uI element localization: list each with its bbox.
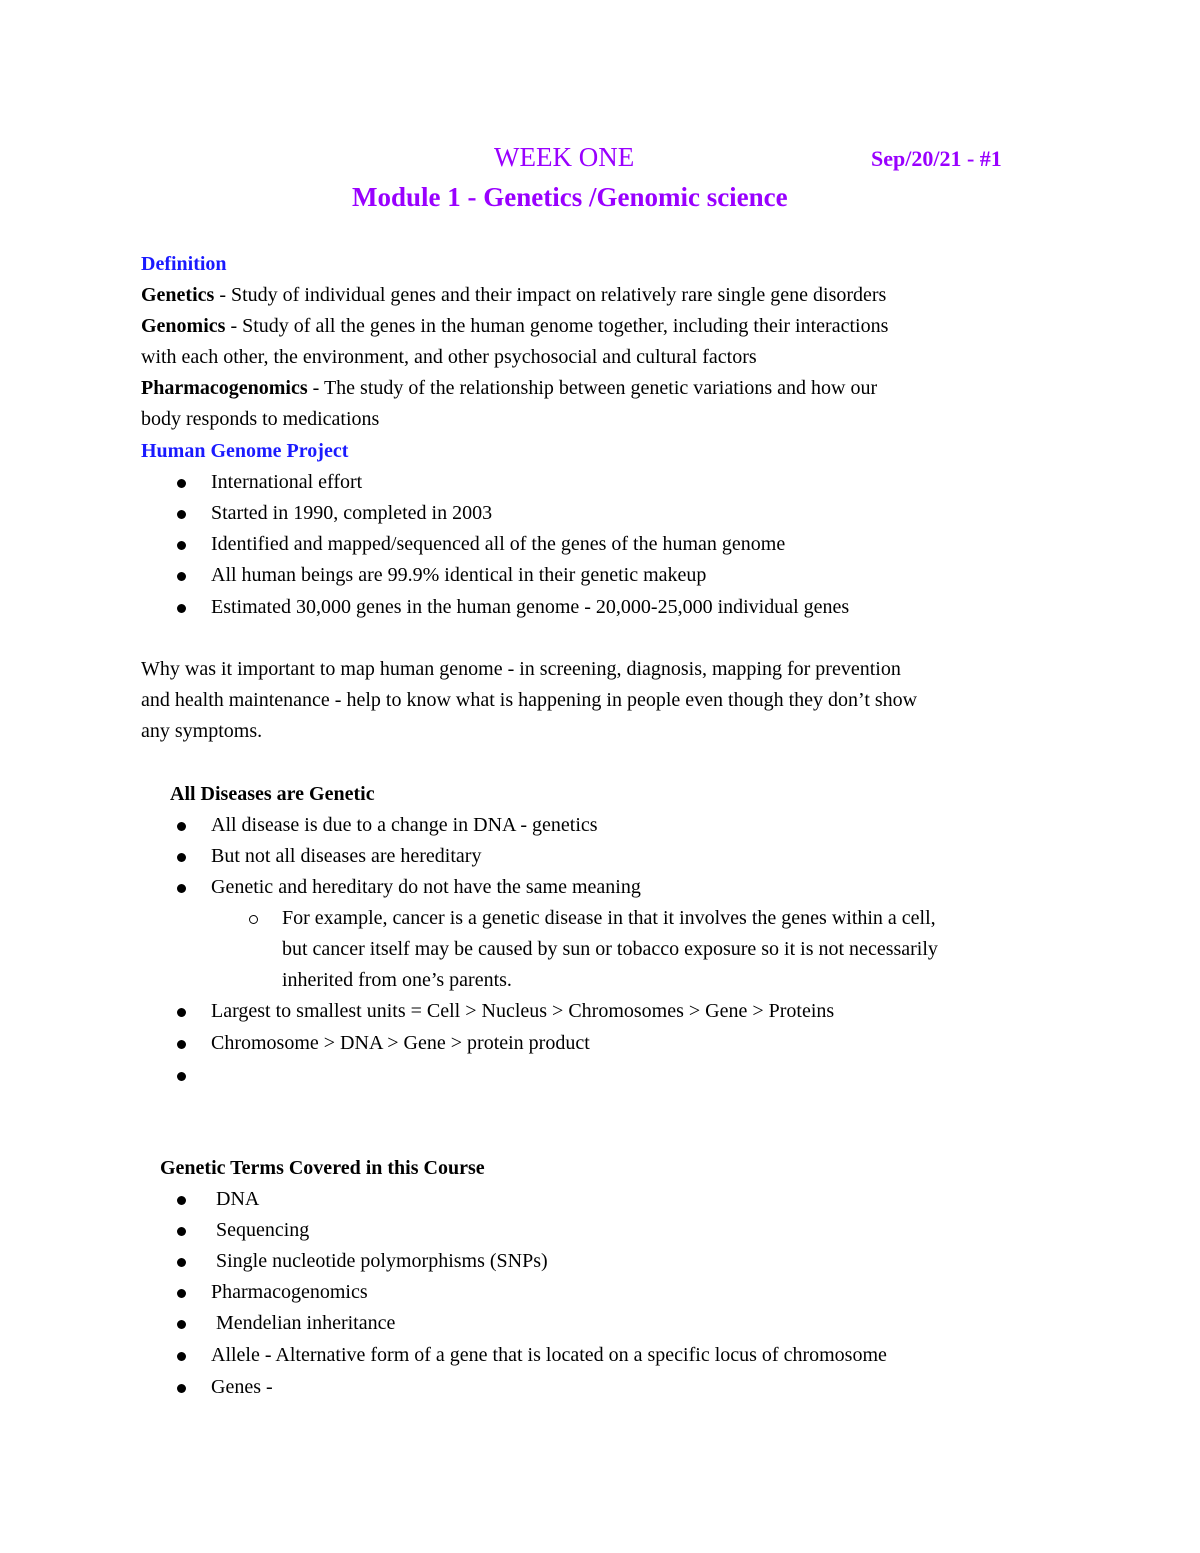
list-item: Single nucleotide polymorphisms (SNPs) (211, 1250, 548, 1272)
list-item: Mendelian inheritance (211, 1312, 396, 1334)
hgp-heading: Human Genome Project (141, 440, 349, 462)
list-item: Pharmacogenomics (211, 1281, 368, 1303)
list-item: All human beings are 99.9% identical in their genetic makeup (211, 564, 707, 586)
bullet-icon (177, 1289, 186, 1298)
list-item: Genes - (211, 1376, 273, 1398)
bullet-icon (177, 541, 186, 550)
genetics-def: - Study of individual genes and their impact on relatively rare single gene disorders (214, 284, 887, 306)
bullet-icon (177, 1320, 186, 1329)
genetics-definition (141, 284, 886, 307)
list-item: DNA (211, 1188, 260, 1210)
bullet-icon (177, 1227, 186, 1236)
module-title: Module 1 - Genetics /Genomic science (352, 182, 788, 212)
genomics-term: Genomics (141, 315, 226, 337)
bullet-icon (177, 572, 186, 581)
list-item: Allele - Alternative form of a gene that is located on a specific locus of chromosome (211, 1344, 887, 1366)
bullet-icon (177, 884, 186, 893)
bullet-icon (177, 1072, 186, 1081)
sub-item-line-1: For example, cancer is a genetic disease in that it involves the genes within a cell, (282, 907, 936, 929)
pharmacogenomics-definition (141, 377, 877, 400)
week-title: WEEK ONE (494, 142, 635, 172)
bullet-icon (177, 604, 186, 613)
pharmacogenomics-def-2: body responds to medications (141, 408, 380, 430)
list-item: Chromosome > DNA > Gene > protein product (211, 1032, 590, 1054)
list-item: Estimated 30,000 genes in the human genome - 20,000-25,000 individual genes (211, 596, 850, 618)
why-line-1: Why was it important to map human genome - in screening, diagnosis, mapping for prevention (141, 658, 901, 680)
bullet-icon (177, 1040, 186, 1049)
genetics-term: Genetics (141, 284, 215, 306)
terms-heading: Genetic Terms Covered in this Course (160, 1157, 485, 1179)
diseases-heading: All Diseases are Genetic (170, 783, 375, 805)
bullet-icon (177, 1258, 186, 1267)
genomics-definition (141, 315, 888, 338)
pharmacogenomics-def-1: - The study of the relationship between genetic variations and how our (307, 377, 878, 399)
sub-bullet-icon (249, 915, 258, 924)
sub-item-line-2: but cancer itself may be caused by sun or tobacco exposure so it is not necessarily (282, 938, 938, 960)
list-item: Started in 1990, completed in 2003 (211, 502, 493, 524)
bullet-icon (177, 1384, 186, 1393)
list-item: International effort (211, 471, 363, 493)
sub-item-line-3: inherited from one’s parents. (282, 969, 512, 991)
genomics-def-2: with each other, the environment, and other psychosocial and cultural factors (141, 346, 757, 368)
list-item: Identified and mapped/sequenced all of the genes of the human genome (211, 533, 786, 555)
list-item: Genetic and hereditary do not have the same meaning (211, 876, 641, 898)
bullet-icon (177, 853, 186, 862)
list-item: But not all diseases are hereditary (211, 845, 482, 867)
bullet-icon (177, 1008, 186, 1017)
pharmacogenomics-term: Pharmacogenomics (141, 377, 308, 399)
why-line-2: and health maintenance - help to know what is happening in people even though they don’t show (141, 689, 918, 711)
list-item: Sequencing (211, 1219, 310, 1241)
why-line-3: any symptoms. (141, 720, 263, 742)
bullet-icon (177, 1196, 186, 1205)
date-label: Sep/20/21 - #1 (871, 146, 1002, 171)
bullet-icon (177, 1352, 186, 1361)
list-item: Largest to smallest units = Cell > Nucleus > Chromosomes > Gene > Proteins (211, 1000, 835, 1022)
definition-heading: Definition (141, 253, 227, 275)
genomics-def-1: - Study of all the genes in the human genome together, including their interactions (225, 315, 889, 337)
bullet-icon (177, 479, 186, 488)
bullet-icon (177, 822, 186, 831)
list-item: All disease is due to a change in DNA - genetics (211, 814, 598, 836)
bullet-icon (177, 510, 186, 519)
